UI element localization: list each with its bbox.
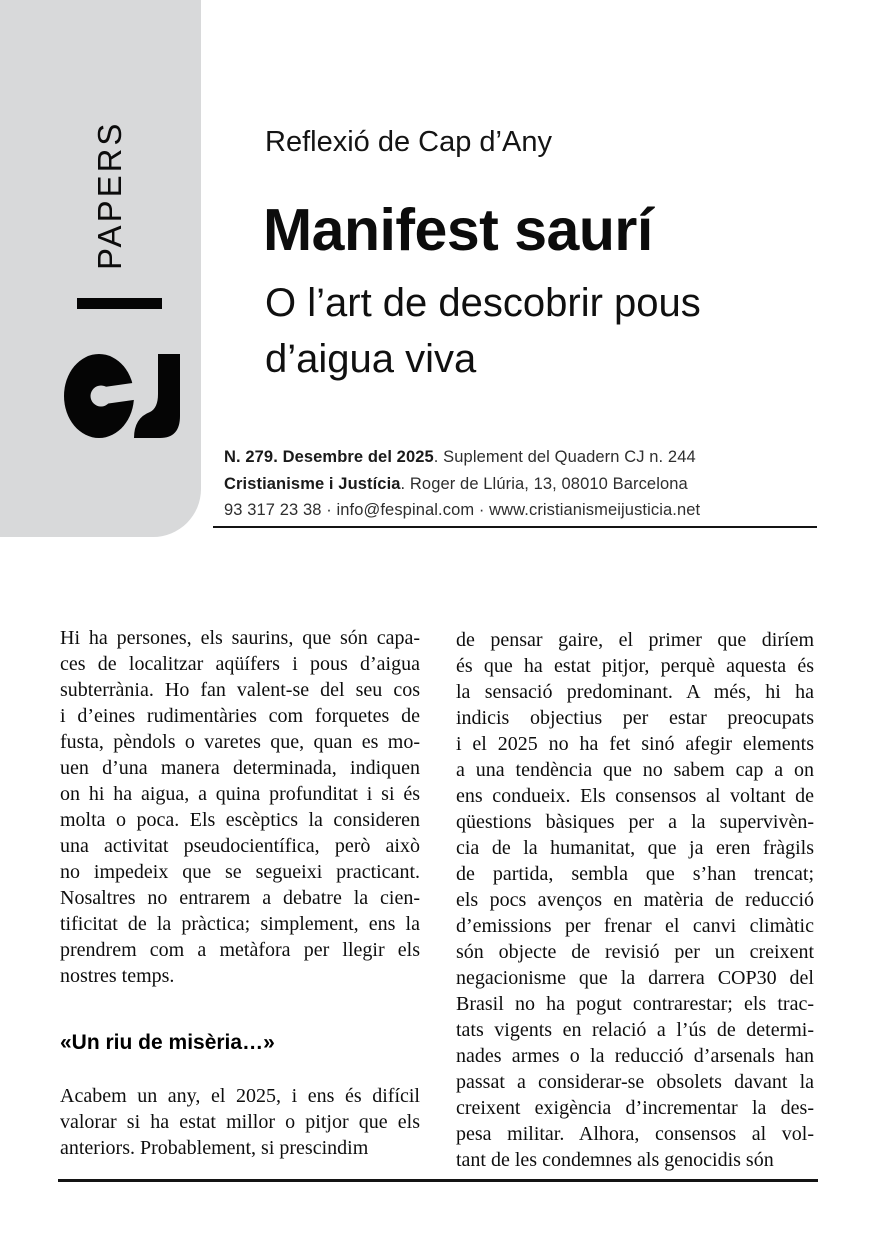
issue-number: N. 279. Desembre del 2025	[224, 448, 434, 466]
paragraph-continuation	[456, 627, 814, 1173]
text-line: molta o poca. Els escèptics la consideren	[60, 809, 420, 831]
paragraph-intro	[60, 625, 420, 989]
text-line: pesa militar. Alhora, consensos al vol-	[456, 1123, 814, 1145]
text-line: és que ha estat pitjor, perquè aquesta és	[456, 655, 814, 677]
section-heading: «Un riu de misèria…»	[60, 1031, 275, 1054]
text-line: tant de les condemnes als genocidis són	[456, 1149, 774, 1171]
text-line: fusta, pèndols o varetes que, quan es mo-	[60, 731, 420, 753]
text-line: anteriors. Probablement, si prescindim	[60, 1137, 369, 1159]
text-line: qüestions bàsiques per a la supervivèn-	[456, 811, 814, 833]
text-line: a una tendència que no sabem cap a on	[456, 759, 814, 781]
text-line: i d’eines rudimentàries com forquetes de	[60, 705, 420, 727]
text-line: valorar si ha estat millor o pitjor que els	[60, 1111, 420, 1133]
text-line: creixent exigència d’incrementar la des-	[456, 1097, 814, 1119]
kicker-heading: Reflexió de Cap d’Any	[265, 126, 552, 158]
text-line: Acabem un any, el 2025, i ens és difícil	[60, 1085, 420, 1107]
text-line: O l’art de descobrir pous	[265, 281, 701, 325]
subtitle	[265, 275, 701, 387]
text-line: on hi ha aigua, a quina profunditat i si és	[60, 783, 420, 805]
papers-vertical-label: PAPERS	[91, 120, 128, 270]
cj-logo-icon	[64, 354, 180, 438]
contact-line: 93 317 23 38 · info@fespinal.com · www.cristianismeijusticia.net	[224, 501, 701, 519]
text-line: indicis objectius per estar preocupats	[456, 707, 814, 729]
text-line: són objecte de revisió per un creixent	[456, 941, 814, 963]
text-line: nostres temps.	[60, 965, 175, 987]
left-column	[60, 625, 420, 1161]
issue-line	[224, 444, 700, 471]
footer-rule	[58, 1179, 818, 1182]
text-line: de partida, sembla que s’han trencat;	[456, 863, 814, 885]
text-line: d’emissions per frenar el canvi climàtic	[456, 915, 814, 937]
text-line: de pensar gaire, el primer que diríem	[456, 629, 814, 651]
issue-supplement: . Suplement del Quadern CJ n. 244	[433, 448, 696, 466]
page-title: Manifest saurí	[263, 197, 653, 263]
text-line: uen d’una manera determinada, indiquen	[60, 757, 420, 779]
organization-name: Cristianisme i Justícia	[224, 474, 401, 493]
text-line: ens condueix. Els consensos al voltant de	[456, 785, 814, 807]
text-line: Brasil no ha pogut contrarestar; els trac-	[456, 993, 814, 1015]
text-line: d’aigua viva	[265, 337, 477, 381]
right-column	[456, 627, 814, 1173]
header-rule	[213, 526, 817, 528]
text-line: Nosaltres no entrarem a debatre la cien-	[60, 887, 420, 909]
text-line: ces de localitzar aqüífers i pous d’aigua	[60, 653, 420, 675]
text-line: passat a considerar-se obsolets davant la	[456, 1071, 814, 1093]
text-line: no impedeix que se segueixi practicant.	[60, 861, 420, 883]
text-line: tificitat de la pràctica; simplement, ens la	[60, 913, 420, 935]
text-line: prendrem com a metàfora per llegir els	[60, 939, 420, 961]
sidebar-bar-mark	[77, 298, 162, 309]
text-line: tats vigents en relació a l’ús de determi-	[456, 1019, 814, 1041]
text-line: una activitat pseudocientífica, però això	[60, 835, 420, 857]
text-line: Hi ha persones, els saurins, que són capa-	[60, 627, 420, 649]
text-line: negacionisme que la darrera COP30 del	[456, 967, 814, 989]
text-line: la sensació predominant. A més, hi ha	[456, 681, 814, 703]
paragraph-section-start	[60, 1083, 420, 1161]
sidebar	[0, 0, 201, 537]
text-line: els pocs avenços en matèria de reducció	[456, 889, 814, 911]
publication-info	[224, 444, 700, 524]
text-line: nades armes o la reducció d’arsenals han	[456, 1045, 814, 1067]
text-line: subterrània. Ho fan valent-se del seu cos	[60, 679, 420, 701]
text-line: i el 2025 no ha fet sinó afegir elements	[456, 733, 814, 755]
organization-address: . Roger de Llúria, 13, 08010 Barcelona	[400, 474, 688, 493]
text-line: cia de la humanitat, que ja eren fràgils	[456, 837, 814, 859]
organization-line	[224, 471, 700, 498]
